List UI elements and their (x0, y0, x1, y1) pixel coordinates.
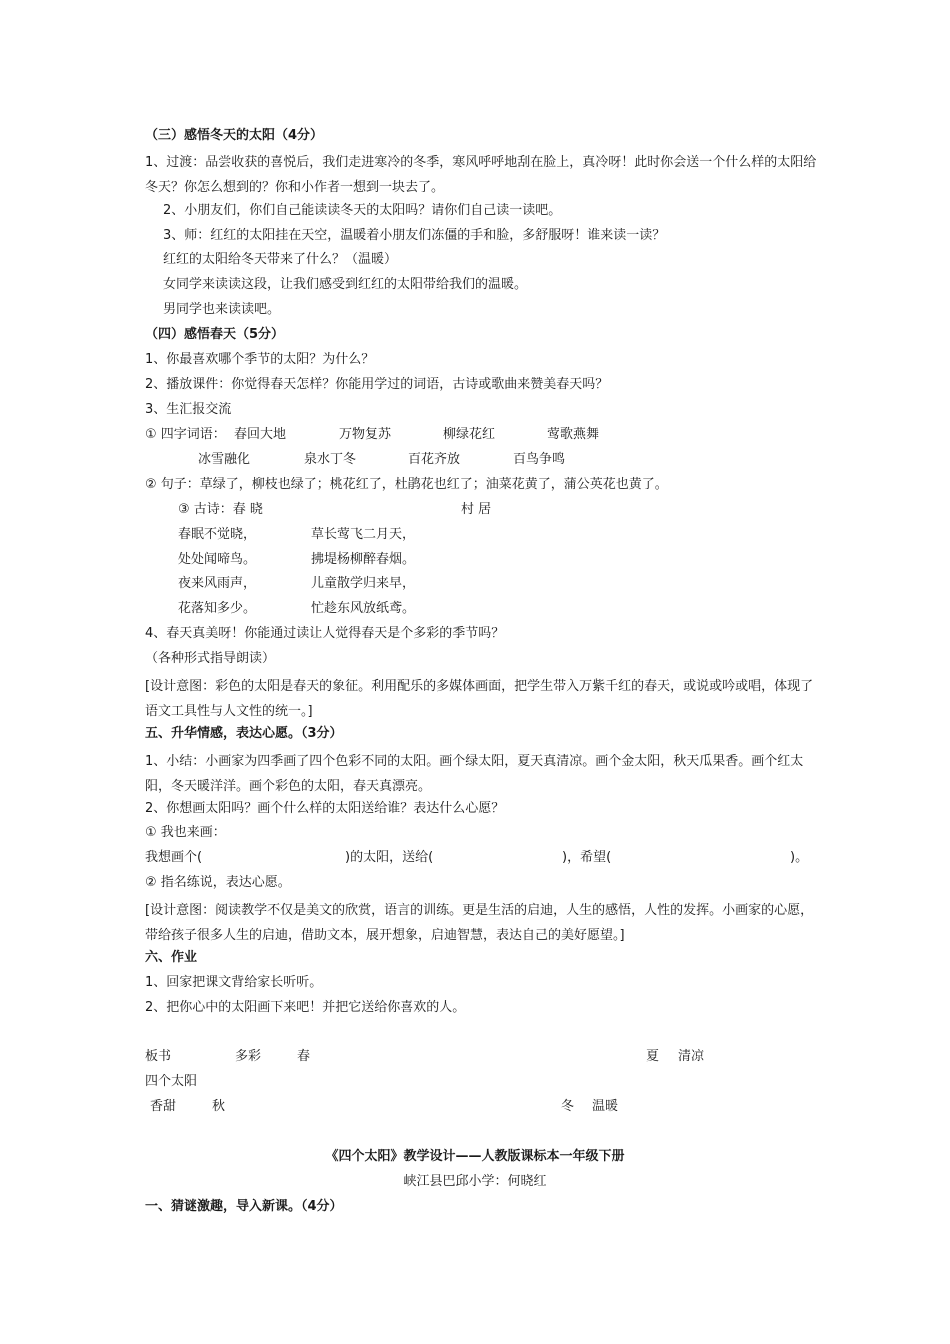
section-5-design-intent: [设计意图：阅读教学不仅是美文的欣赏，语言的训练。更是生活的启迪，人生的感悟，人性的发挥。小画家的心愿，带给孩子很多人生的启迪，借助文本，展开想象，启迪智慧，表达自己的美好愿望。] (145, 903, 814, 943)
section-4-paragraph-2: 2、播放课件：你觉得春天怎样？你能用学过的词语，古诗或歌曲来赞美春天吗？ (145, 377, 609, 392)
word: 冰雪融化 (198, 452, 251, 467)
fill-in-part: 我想画个( (145, 850, 203, 865)
poem-1-line: 夜来风雨声， (178, 576, 257, 591)
poem-2-line: 拂堤杨柳醉春烟。 (311, 552, 416, 567)
section-4-paragraph-1: 1、你最喜欢哪个季节的太阳？为什么？ (145, 352, 375, 367)
section-3-paragraph-2: 2、小朋友们，你们自己能读读冬天的太阳吗？请你们自己读一读吧。 (163, 203, 562, 218)
board-word: 春 (297, 1049, 311, 1064)
sentences-line: ② 句子：草绿了，柳枝也绿了；桃花红了，杜鹃花也红了；油菜花黄了，蒲公英花也黄了。 (145, 477, 668, 492)
section-3-paragraph-5: 女同学来读读这段，让我们感受到红红的太阳带给我们的温暖。 (163, 277, 528, 292)
word: 万物复苏 (339, 427, 392, 442)
board-word: 多彩 (235, 1049, 262, 1064)
board-label: 板书 (145, 1049, 172, 1064)
section-4-design-intent: [设计意图：彩色的太阳是春天的象征。利用配乐的多媒体画面，把学生带入万紫千红的春天，或说或吟或唱，体现了语文工具性与人文性的统一。] (145, 679, 814, 719)
fill-in-part: )的太阳，送给( (345, 850, 434, 865)
poem-2-line: 儿童散学归来早， (311, 576, 416, 591)
poem-1-line: 处处闻啼鸟。 (178, 552, 257, 567)
board-word: 夏 (646, 1049, 660, 1064)
section-5-paragraph-2: 2、你想画太阳吗？画个什么样的太阳送给谁？表达什么心愿？ (145, 801, 505, 816)
poem-2-line: 忙趁东风放纸鸢。 (311, 601, 416, 616)
section-5-title: 五、升华情感，表达心愿。（3分） (145, 726, 343, 741)
section-6-title: 六、作业 (145, 950, 198, 965)
section-4-paragraph-5: （各种形式指导朗读） (145, 651, 276, 666)
section-4-paragraph-4: 4、春天真美呀！你能通过读让人觉得春天是个多彩的季节吗？ (145, 626, 505, 641)
word: 泉水丁冬 (304, 452, 357, 467)
section-3-paragraph-6: 男同学也来读读吧。 (163, 302, 281, 317)
word: 莺歌燕舞 (547, 427, 600, 442)
section-5-paragraph-4: ② 指名练说，表达心愿。 (145, 875, 291, 890)
board-word: 清凉 (678, 1049, 705, 1064)
fill-in-part: )。 (790, 850, 809, 865)
section-4-paragraph-3: 3、生汇报交流 (145, 402, 232, 417)
poem-1-label: ③ 古诗：春 晓 (178, 502, 263, 517)
poem-1-line: 春眠不觉晓， (178, 527, 257, 542)
poem-2-line: 草长莺飞二月天， (311, 527, 416, 542)
section-3-paragraph-4: 红红的太阳给冬天带来了什么？（温暖） (163, 252, 398, 267)
next-doc-title: 《四个太阳》教学设计——人教版课标本一年级下册 (325, 1149, 625, 1164)
homework-item: 2、把你心中的太阳画下来吧！并把它送给你喜欢的人。 (145, 1000, 466, 1015)
section-5-paragraph-3: ① 我也来画： (145, 825, 226, 840)
fill-in-part: )，希望( (562, 850, 612, 865)
word: 百花齐放 (408, 452, 461, 467)
next-doc-section-1-title: 一、猜谜激趣，导入新课。（4分） (145, 1199, 343, 1214)
poem-2-title: 村 居 (461, 502, 492, 517)
next-doc-author: 峡江县巴邱小学：何晓红 (403, 1174, 547, 1189)
word: 柳绿花红 (443, 427, 496, 442)
board-word: 香甜 (150, 1099, 177, 1114)
board-word: 冬 (561, 1099, 575, 1114)
homework-item: 1、回家把课文背给家长听听。 (145, 975, 323, 990)
poem-1-line: 花落知多少。 (178, 601, 257, 616)
word: 百鸟争鸣 (513, 452, 566, 467)
section-3-title: （三）感悟冬天的太阳（4分） (145, 128, 324, 143)
words-label: ① 四字词语： (145, 427, 226, 442)
section-3-paragraph-1: 1、过渡：品尝收获的喜悦后，我们走进寒冷的冬季，寒风呼呼地刮在脸上，真冷呀！此时你会送一个什么样的太阳给冬天？你怎么想到的？你和小作者一想到一块去了。 (145, 155, 817, 195)
board-center: 四个太阳 (145, 1074, 198, 1089)
board-word: 秋 (212, 1099, 226, 1114)
word: 春回大地 (234, 427, 287, 442)
board-word: 温暖 (592, 1099, 619, 1114)
section-3-paragraph-3: 3、师：红红的太阳挂在天空，温暖着小朋友们冻僵的手和脸，多舒服呀！谁来读一读？ (163, 228, 666, 243)
section-4-title: （四）感悟春天（5分） (145, 327, 285, 342)
section-5-paragraph-1: 1、小结：小画家为四季画了四个色彩不同的太阳。画个绿太阳，夏天真清凉。画个金太阳，秋天瓜果香。画个红太阳，冬天暖洋洋。画个彩色的太阳，春天真漂亮。 (145, 754, 804, 794)
